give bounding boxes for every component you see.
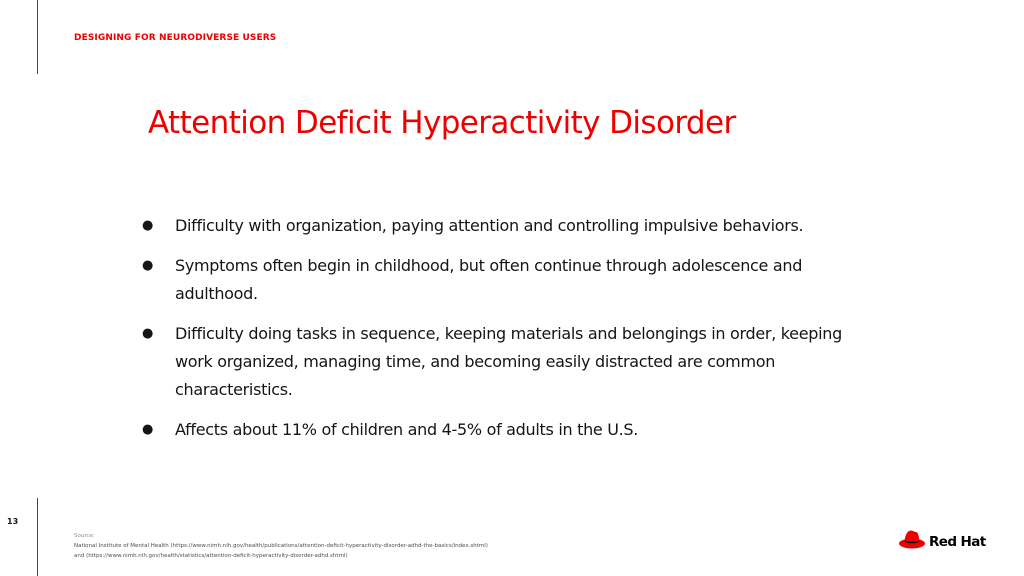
- bullet-dot: ●: [142, 326, 154, 341]
- source-line-1: National Institute of Mental Health (https://www.nimh.nih.gov/health/publications/attention-deficit-hyperactivity-disorder-adhd-the-basics/index.shtml): [74, 543, 488, 549]
- bullet-text: Difficulty doing tasks in sequence, keeping materials and belongings in order, keeping work organized, managing time, and becoming easily distracted are common characteristics.: [175, 324, 842, 399]
- bullet-item: [142, 252, 882, 308]
- bullet-text: Difficulty with organization, paying attention and controlling impulsive behaviors.: [175, 216, 804, 235]
- section-label: DESIGNING FOR NEURODIVERSE USERS: [74, 33, 277, 43]
- source-label: Source:: [74, 533, 95, 539]
- bullet-item: [142, 320, 882, 404]
- bullet-text: Affects about 11% of children and 4-5% of adults in the U.S.: [175, 420, 639, 439]
- accent-line-bottom: [37, 498, 38, 576]
- accent-line-top: [37, 0, 38, 74]
- source-line-2: and (https://www.nimh.nih.gov/health/statistics/attention-deficit-hyperactivity-disorder-adhd.shtml): [74, 553, 348, 559]
- red-hat-logo: [898, 528, 986, 555]
- bullet-text: Symptoms often begin in childhood, but often continue through adolescence and adulthood.: [175, 256, 803, 303]
- logo-wordmark: Red Hat: [929, 533, 986, 550]
- source-note: [74, 531, 488, 561]
- bullet-item: [142, 416, 882, 444]
- slide-title: Attention Deficit Hyperactivity Disorder: [148, 105, 736, 141]
- red-hat-fedora-icon: [898, 528, 926, 555]
- bullet-dot: ●: [142, 218, 154, 233]
- bullet-dot: ●: [142, 422, 154, 437]
- bullet-list: [142, 212, 882, 456]
- bullet-item: [142, 212, 882, 240]
- bullet-dot: ●: [142, 258, 154, 273]
- page-number: 13: [7, 517, 19, 526]
